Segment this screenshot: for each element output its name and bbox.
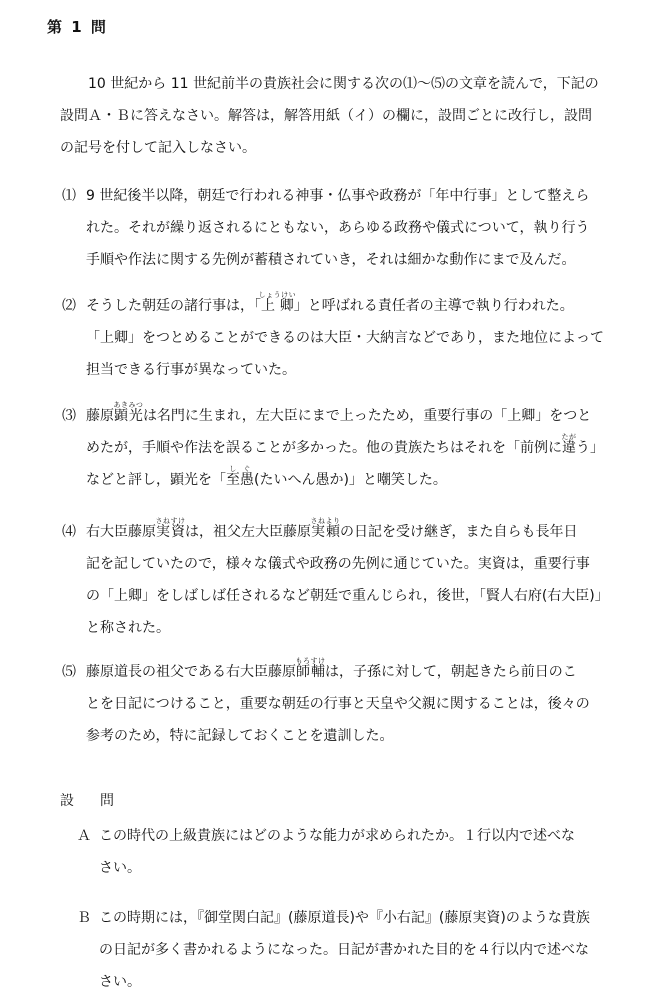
passage-line: 9 世紀後半以降，朝廷で行われる神事・仏事や政務が「年中行事」として整えら	[86, 188, 590, 204]
passage-number: ⑷	[62, 524, 76, 540]
passage-line: 藤原道長の祖父である右大臣藤原師輔もろすけは，子孫に対して，朝起きたら前日のこ	[86, 657, 577, 680]
passage-line: 藤原顕光あきみつは名門に生まれ，左大臣にまで上ったため，重要行事の「上卿」をつと	[86, 401, 592, 424]
intro-line: 設問Ａ・Ｂに答えなさい。解答は，解答用紙（イ）の欄に，設問ごとに改行し，設問	[60, 108, 592, 124]
passage-line: 右大臣藤原実資さねすけは，祖父左大臣藤原実頼さねよりの日記を受け継ぎ，また自らも長年日	[86, 517, 578, 540]
questions-heading: 設 問	[60, 793, 120, 809]
question-label: Ａ	[77, 828, 91, 844]
passage-line: 記を記していたので，様々な儀式や政務の先例に通じていた。実資は，重要行事	[86, 556, 590, 572]
problem-heading: 第 1 問	[47, 18, 108, 36]
passage-line: 「上卿」をつとめることができるのは大臣・大納言などであり，また地位によって	[86, 330, 604, 346]
passage-line: とを日記につけること，重要な朝廷の行事と天皇や父親に関することは，後々の	[86, 696, 590, 712]
question-b	[77, 902, 622, 998]
question-a	[77, 820, 622, 884]
passage-line: 手順や作法に関する先例が蓄積されていき，それは細かな動作にまで及んだ。	[86, 252, 576, 268]
intro-paragraph	[60, 68, 620, 164]
question-line: の日記が多く書かれるようになった。日記が書かれた目的を４行以内で述べな	[99, 942, 589, 958]
intro-line: 10 世紀から 11 世紀前半の貴族社会に関する次の⑴〜⑸の文章を読んで，下記の	[88, 76, 599, 92]
passage-4	[62, 516, 622, 644]
passage-number: ⑵	[62, 298, 76, 314]
passage-number: ⑸	[62, 664, 76, 680]
passage-line: れた。それが繰り返されるにともない，あらゆる政務や儀式について，執り行う	[86, 220, 590, 236]
passage-5	[62, 656, 622, 752]
question-line: この時期には，『御堂関白記』(藤原道長)や『小右記』(藤原実資)のような貴族	[99, 910, 590, 926]
passage-line: そうした朝廷の諸行事は，「上卿しょうけい」と呼ばれる責任者の主導で執り行われた。	[86, 291, 574, 314]
passage-number: ⑴	[62, 188, 76, 204]
question-line: この時代の上級貴族にはどのような能力が求められたか。１行以内で述べな	[99, 828, 575, 844]
passage-line: めたが，手順や作法を誤ることが多かった。他の貴族たちはそれを「前例に違たがう」	[86, 433, 604, 456]
passage-line: 参考のため，特に記録しておくことを遺訓した。	[86, 728, 394, 744]
question-line: さい。	[99, 860, 141, 876]
passage-3	[62, 400, 622, 496]
question-line: さい。	[99, 974, 141, 990]
passage-number: ⑶	[62, 408, 76, 424]
passage-line: と称された。	[86, 620, 170, 636]
passage-2	[62, 290, 622, 386]
passage-line: の「上卿」をしばしば任されるなど朝廷で重んじられ，後世，「賢人右府(右大臣)」	[86, 588, 609, 604]
passage-line: などと評し，顕光を「至し愚ぐ(たいへん愚か)」と嘲笑した。	[86, 465, 447, 488]
passage-1	[62, 180, 622, 276]
question-label: Ｂ	[77, 910, 91, 926]
passage-line: 担当できる行事が異なっていた。	[86, 362, 296, 378]
intro-line: の記号を付して記入しなさい。	[60, 140, 256, 156]
